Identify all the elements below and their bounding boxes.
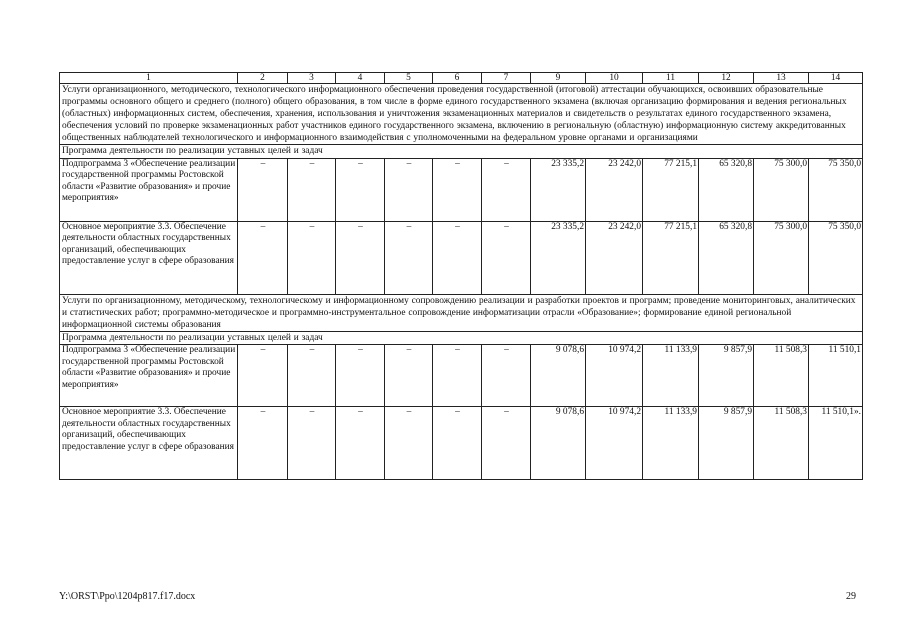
value-cell: 77 215,1 — [643, 158, 699, 221]
column-number: 9 — [531, 73, 586, 84]
dash-cell: – — [385, 158, 433, 221]
value-cell: 9 078,6 — [531, 406, 586, 479]
column-number: 5 — [385, 73, 433, 84]
table-row — [60, 406, 863, 479]
column-number: 10 — [586, 73, 643, 84]
value-cell: 23 242,0 — [586, 221, 643, 294]
dash-cell: – — [336, 158, 385, 221]
column-number: 1 — [60, 73, 238, 84]
service-description-row — [60, 84, 863, 145]
dash-cell: – — [238, 406, 288, 479]
dash-cell: – — [385, 406, 433, 479]
table-row — [60, 344, 863, 406]
table-row — [60, 221, 863, 294]
service-description: Услуги организационного, методического, технологического информационного обеспечения проведения государственной (итоговой) аттестации обучающихся, освоивших образовательные программы основного общего и среднего (полного) общего образования, в том числе в форме единого государственного экзамена (включая организацию формирования и ведения региональных (областных) информационных систем, обеспечения, хранения, использования и уничтожения экзаменационных материалов и свидетельств о результатах единого государственного экзамена, обеспечения условий по проверке экзаменационных работ участников единого государственного экзамена, включению в региональную (областную) информационную систему аккредитованных общественных наблюдателей технологического и информационного взаимодействия с уполномоченными на федеральном уровне органами и организациями — [60, 84, 863, 145]
value-cell: 65 320,8 — [699, 158, 754, 221]
dash-cell: – — [385, 344, 433, 406]
dash-cell: – — [482, 406, 531, 479]
dash-cell: – — [433, 344, 482, 406]
column-number: 11 — [643, 73, 699, 84]
dash-cell: – — [336, 221, 385, 294]
dash-cell: – — [482, 158, 531, 221]
value-cell: 11 133,9 — [643, 344, 699, 406]
value-cell: 9 078,6 — [531, 344, 586, 406]
dash-cell: – — [288, 344, 336, 406]
program-title: Программа деятельности по реализации уставных целей и задач — [60, 145, 863, 158]
value-cell: 23 335,2 — [531, 158, 586, 221]
value-cell: 75 350,0 — [809, 158, 863, 221]
dash-cell: – — [433, 158, 482, 221]
value-cell: 11 133,9 — [643, 406, 699, 479]
column-number-row — [60, 73, 863, 84]
value-cell: 11 510,1 — [809, 344, 863, 406]
dash-cell: – — [385, 221, 433, 294]
column-number: 2 — [238, 73, 288, 84]
row-name: Основное мероприятие 3.3. Обеспечение деятельности областных государственных организаций, обеспечивающих предоставление услуг в сфере образования — [60, 406, 238, 479]
table-container — [59, 72, 862, 480]
dash-cell: – — [288, 221, 336, 294]
page-number: 29 — [846, 591, 856, 602]
dash-cell: – — [238, 158, 288, 221]
dash-cell: – — [482, 221, 531, 294]
value-cell: 65 320,8 — [699, 221, 754, 294]
value-cell: 23 242,0 — [586, 158, 643, 221]
value-cell: 9 857,9 — [699, 344, 754, 406]
dash-cell: – — [433, 221, 482, 294]
value-cell: 75 300,0 — [754, 158, 809, 221]
dash-cell: – — [433, 406, 482, 479]
value-cell: 23 335,2 — [531, 221, 586, 294]
column-number: 14 — [809, 73, 863, 84]
value-cell: 11 508,3 — [754, 344, 809, 406]
program-row — [60, 331, 863, 344]
column-number: 4 — [336, 73, 385, 84]
column-number: 12 — [699, 73, 754, 84]
value-cell: 9 857,9 — [699, 406, 754, 479]
program-row — [60, 145, 863, 158]
value-cell: 75 350,0 — [809, 221, 863, 294]
column-number: 13 — [754, 73, 809, 84]
value-cell: 77 215,1 — [643, 221, 699, 294]
dash-cell: – — [238, 221, 288, 294]
value-cell: 10 974,2 — [586, 406, 643, 479]
value-cell: 10 974,2 — [586, 344, 643, 406]
value-cell: 11 510,1». — [809, 406, 863, 479]
row-name: Основное мероприятие 3.3. Обеспечение деятельности областных государственных организаций, обеспечивающих предоставление услуг в сфере образования — [60, 221, 238, 294]
service-description: Услуги по организационному, методическому, технологическому и информационному сопровождению реализации и разработки проектов и программ; проведение мониторинговых, аналитических и статистических работ; программно-методическое и программно-инструментальное сопровождение информатизации отрасли «Образование»; формирование единой региональной информационной системы образования — [60, 294, 863, 331]
column-number: 7 — [482, 73, 531, 84]
column-number: 3 — [288, 73, 336, 84]
dash-cell: – — [238, 344, 288, 406]
value-cell: 75 300,0 — [754, 221, 809, 294]
dash-cell: – — [288, 406, 336, 479]
service-description-row — [60, 294, 863, 331]
budget-table — [59, 72, 863, 480]
dash-cell: – — [482, 344, 531, 406]
program-title: Программа деятельности по реализации уставных целей и задач — [60, 331, 863, 344]
column-number: 6 — [433, 73, 482, 84]
dash-cell: – — [288, 158, 336, 221]
footer-file-path: Y:\ORST\Ppo\1204p817.f17.docx — [59, 591, 196, 602]
dash-cell: – — [336, 344, 385, 406]
row-name: Подпрограмма 3 «Обеспечение реализации государственной программы Ростовской области «Развитие образования» и прочие мероприятия» — [60, 344, 238, 406]
table-row — [60, 158, 863, 221]
dash-cell: – — [336, 406, 385, 479]
value-cell: 11 508,3 — [754, 406, 809, 479]
row-name: Подпрограмма 3 «Обеспечение реализации государственной программы Ростовской области «Развитие образования» и прочие мероприятия» — [60, 158, 238, 221]
